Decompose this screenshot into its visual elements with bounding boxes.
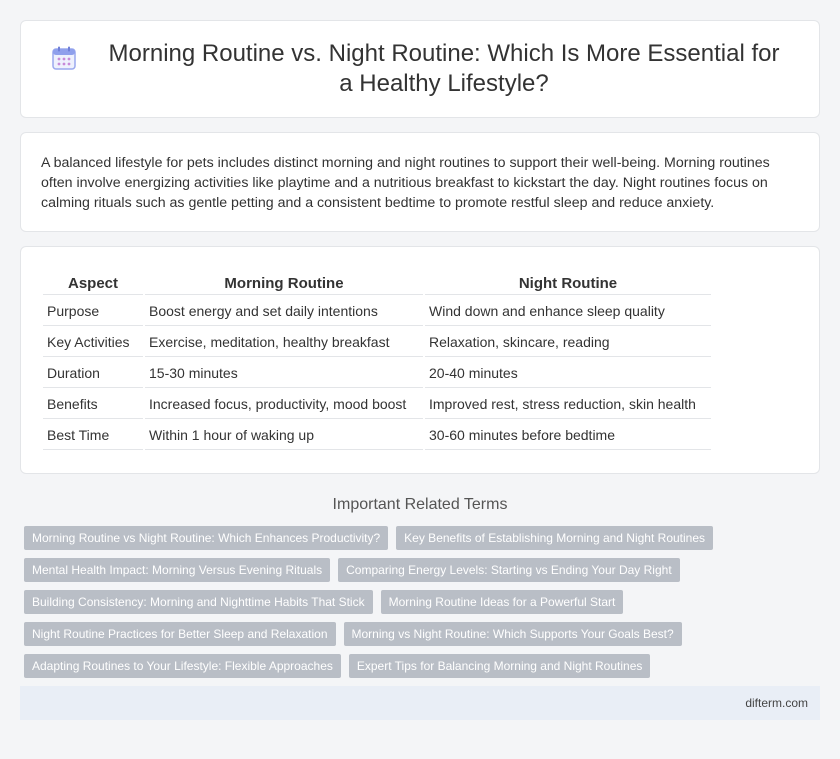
header-aspect: Aspect (43, 271, 143, 295)
footer-site-link[interactable]: difterm.com (745, 696, 808, 710)
intro-card (20, 132, 820, 232)
related-terms-list (20, 526, 820, 678)
table-cell: Duration (43, 359, 143, 388)
related-term-link[interactable]: Comparing Energy Levels: Starting vs Ending Your Day Right (338, 558, 680, 582)
related-term-link[interactable]: Expert Tips for Balancing Morning and Night Routines (349, 654, 651, 678)
related-term-link[interactable]: Morning vs Night Routine: Which Supports Your Goals Best? (344, 622, 682, 646)
related-term-link[interactable]: Morning Routine vs Night Routine: Which Enhances Productivity? (24, 526, 388, 550)
table-row (43, 359, 711, 388)
table-cell: Relaxation, skincare, reading (425, 328, 711, 357)
header-night: Night Routine (425, 271, 711, 295)
table-cell: Best Time (43, 421, 143, 450)
table-cell: Exercise, meditation, healthy breakfast (145, 328, 423, 357)
table-row (43, 390, 711, 419)
title-card (20, 20, 820, 118)
header-morning: Morning Routine (145, 271, 423, 295)
comparison-table (41, 269, 713, 452)
table-row (43, 297, 711, 326)
intro-text: A balanced lifestyle for pets includes distinct morning and night routines to support their well-being. Morning routines often involve energizing activities like playtime and a nutritious breakfast to kickstart the day. Night routines focus on calming rituals such as gentle petting and a consistent bedtime to promote restful sleep and reduce anxiety. (41, 155, 770, 211)
table-cell: Benefits (43, 390, 143, 419)
related-term-link[interactable]: Key Benefits of Establishing Morning and Night Routines (396, 526, 713, 550)
table-cell: Key Activities (43, 328, 143, 357)
comparison-card (20, 246, 820, 474)
page-title: Morning Routine vs. Night Routine: Which Is More Essential for a Healthy Lifestyle? (108, 40, 780, 97)
related-term-link[interactable]: Morning Routine Ideas for a Powerful Start (381, 590, 624, 614)
table-cell: Increased focus, productivity, mood boost (145, 390, 423, 419)
table-cell: 20-40 minutes (425, 359, 711, 388)
calendar-icon (51, 45, 77, 71)
table-cell: 15-30 minutes (145, 359, 423, 388)
table-cell: Boost energy and set daily intentions (145, 297, 423, 326)
footer (20, 686, 820, 720)
table-cell: Improved rest, stress reduction, skin health (425, 390, 711, 419)
table-cell: Within 1 hour of waking up (145, 421, 423, 450)
table-cell: 30-60 minutes before bedtime (425, 421, 711, 450)
table-cell: Wind down and enhance sleep quality (425, 297, 711, 326)
related-term-link[interactable]: Mental Health Impact: Morning Versus Evening Rituals (24, 558, 330, 582)
table-row (43, 421, 711, 450)
related-term-link[interactable]: Night Routine Practices for Better Sleep and Relaxation (24, 622, 336, 646)
related-term-link[interactable]: Building Consistency: Morning and Nighttime Habits That Stick (24, 590, 373, 614)
table-cell: Purpose (43, 297, 143, 326)
related-terms-title: Important Related Terms (332, 496, 508, 513)
table-row (43, 328, 711, 357)
table-header-row (43, 271, 711, 295)
related-term-link[interactable]: Adapting Routines to Your Lifestyle: Flexible Approaches (24, 654, 341, 678)
